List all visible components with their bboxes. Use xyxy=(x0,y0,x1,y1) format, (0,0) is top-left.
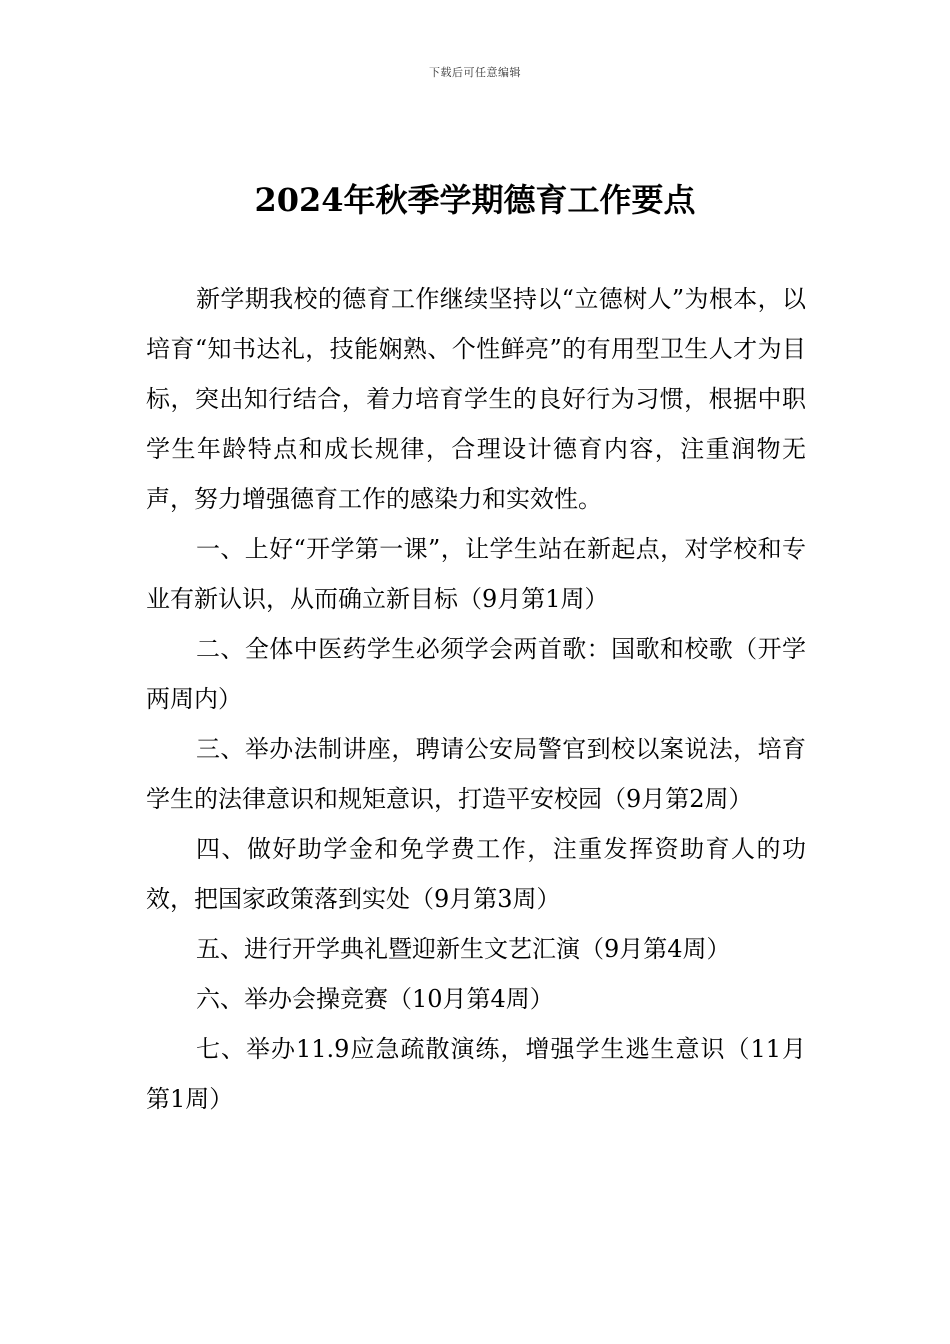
item-paragraph-5: 五、进行开学典礼暨迎新生文艺汇演（9月第4周） xyxy=(196,935,731,963)
item-paragraph-3: 三、举办法制讲座，聘请公安局警官到校以案说法，培育学生的法律意识和规矩意识，打造平安校园（9月第2周） xyxy=(146,735,806,813)
intro-paragraph: 新学期我校的德育工作继续坚持以“立德树人”为根本，以培育“知书达礼，技能娴熟、个性鲜亮”的有用型卫生人才为目标，突出知行结合，着力培育学生的良好行为习惯，根据中职学生年龄特点和成长规律，合理设计德育内容，注重润物无声，努力增强德育工作的感染力和实效性。 xyxy=(146,285,806,513)
document-body xyxy=(146,274,806,1124)
document-title: 2024年秋季学期德育工作要点 xyxy=(254,181,696,219)
item-paragraph-1: 一、上好“开学第一课”，让学生站在新起点，对学校和专业有新认识，从而确立新目标（9月第1周） xyxy=(146,535,806,613)
item-paragraph-7: 七、举办11.9应急疏散演练，增强学生逃生意识（11月第1周） xyxy=(146,1035,806,1113)
item-paragraph-4: 四、做好助学金和免学费工作，注重发挥资助育人的功效，把国家政策落到实处（9月第3周） xyxy=(146,835,806,913)
item-paragraph-6: 六、举办会操竞赛（10月第4周） xyxy=(196,985,554,1013)
header-note: 下载后可任意编辑 xyxy=(429,66,521,79)
item-paragraph-2: 二、全体中医药学生必须学会两首歌：国歌和校歌（开学两周内） xyxy=(146,635,806,713)
